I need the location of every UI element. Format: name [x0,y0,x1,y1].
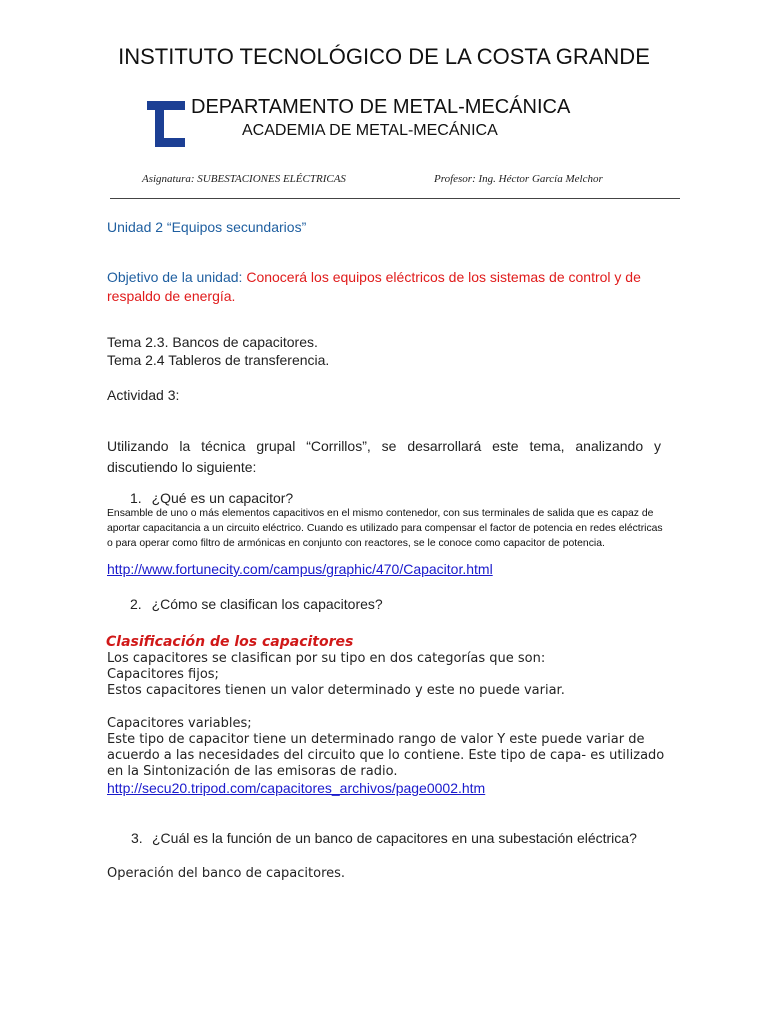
question-2 [130,596,383,612]
link-tripod[interactable]: http://secu20.tripod.com/capacitores_archivos/page0002.htm [107,780,486,796]
tema-2-3: Tema 2.3. Bancos de capacitores. [107,334,318,350]
intro-paragraph: Utilizando la técnica grupal “Corrillos”, se desarrollará este tema, analizando y discutiendo lo siguiente: [107,438,661,475]
question-3-text: ¿Cuál es la función de un banco de capacitores en una subestación eléctrica? [152,830,637,846]
objective-text: Conocerá los equipos eléctricos de los sistemas de control y de respaldo de energía. [107,269,641,304]
question-3-number: 3. [131,830,143,846]
question-1-number: 1. [130,490,142,506]
fixed-capacitors-text: Estos capacitores tienen un valor determinado y este no puede variar. [107,683,565,698]
link-fortunecity[interactable]: http://www.fortunecity.com/campus/graphic/470/Capacitor.html [107,561,493,577]
institute-logo [147,101,185,147]
variable-capacitors-text: Este tipo de capacitor tiene un determinado rango de valor Y este puede variar de acuerdo a las necesidades del circuito que lo contiene. Este tipo de capa- es utilizado en la Sintonización de las emisoras de radio. [107,732,665,779]
activity-label: Actividad 3: [107,387,180,403]
question-2-text: ¿Cómo se clasifican los capacitores? [151,596,383,612]
institute-title: INSTITUTO TECNOLÓGICO DE LA COSTA GRANDE [118,44,650,69]
objective-label: Objetivo de la unidad: [107,269,247,285]
course-label: Asignatura: SUBESTACIONES ELÉCTRICAS [142,173,346,185]
classification-intro: Los capacitores se clasifican por su tipo en dos categorías que son: [107,651,546,666]
classification-title: Clasificación de los capacitores [106,634,354,650]
academy-title: ACADEMIA DE METAL-MECÁNICA [242,122,498,139]
department-title: DEPARTAMENTO DE METAL-MECÁNICA [191,96,571,118]
question-2-number: 2. [130,596,142,612]
variable-capacitors-label: Capacitores variables; [107,716,252,731]
header-divider [110,198,680,199]
unit-objective [107,268,667,306]
fixed-capacitors-label: Capacitores fijos; [107,667,219,682]
tema-2-4: Tema 2.4 Tableros de transferencia. [107,352,330,368]
professor-label: Profesor: Ing. Héctor García Melchor [434,173,603,185]
unit-title: Unidad 2 “Equipos secundarios” [107,219,307,235]
answer-1: Ensamble de uno o más elementos capacitivos en el mismo contenedor, con sus terminales de salida que es capaz de aportar capacitancia a un circuito eléctrico. Cuando es utilizado para compensar el factor de potencia en redes eléctricas o para operar como filtro de armónicas en conjunto con reactores, se le conoce como capacitor de potencia. [107,508,663,549]
question-1-text: ¿Qué es un capacitor? [151,490,294,506]
answer-3: Operación del banco de capacitores. [107,866,346,881]
question-1 [130,490,293,506]
question-3 [107,830,661,847]
